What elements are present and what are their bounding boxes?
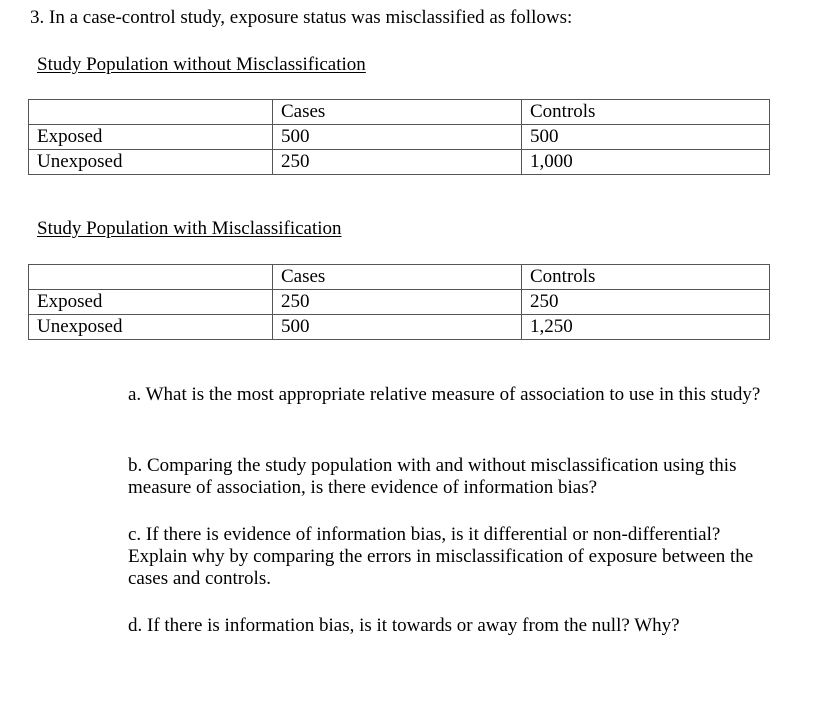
header-cell-cases: Cases <box>273 265 522 290</box>
table-header-row <box>29 265 770 290</box>
table-without-misclassification <box>28 99 770 175</box>
cell-unexposed-cases: 250 <box>273 150 522 175</box>
row-label-unexposed: Unexposed <box>29 150 273 175</box>
table2-title: Study Population with Misclassification <box>37 218 342 239</box>
table-row <box>29 315 770 340</box>
cell-exposed-cases: 250 <box>273 290 522 315</box>
table-with-misclassification <box>28 264 770 340</box>
cell-unexposed-controls: 1,000 <box>522 150 770 175</box>
table-header-row <box>29 100 770 125</box>
header-cell-controls: Controls <box>522 100 770 125</box>
question-b: b. Comparing the study population with and without misclassification using this measure of association, is there evidence of information bias? <box>128 455 737 498</box>
header-cell-cases: Cases <box>273 100 522 125</box>
table-row <box>29 150 770 175</box>
cell-unexposed-cases: 500 <box>273 315 522 340</box>
table1-title: Study Population without Misclassification <box>37 54 366 75</box>
row-label-exposed: Exposed <box>29 125 273 150</box>
header-cell-empty <box>29 265 273 290</box>
table-row <box>29 290 770 315</box>
row-label-unexposed: Unexposed <box>29 315 273 340</box>
question-header: 3. In a case-control study, exposure status was misclassified as follows: <box>30 7 573 28</box>
cell-unexposed-controls: 1,250 <box>522 315 770 340</box>
question-a: a. What is the most appropriate relative measure of association to use in this study? <box>128 384 761 405</box>
table-row <box>29 125 770 150</box>
question-d: d. If there is information bias, is it towards or away from the null? Why? <box>128 615 680 636</box>
question-c: c. If there is evidence of information bias, is it differential or non-differential? Explain why by comparing the errors in misclassification of exposure between the cases and controls. <box>128 524 754 589</box>
row-label-exposed: Exposed <box>29 290 273 315</box>
cell-exposed-controls: 500 <box>522 125 770 150</box>
header-cell-controls: Controls <box>522 265 770 290</box>
cell-exposed-controls: 250 <box>522 290 770 315</box>
cell-exposed-cases: 500 <box>273 125 522 150</box>
header-cell-empty <box>29 100 273 125</box>
